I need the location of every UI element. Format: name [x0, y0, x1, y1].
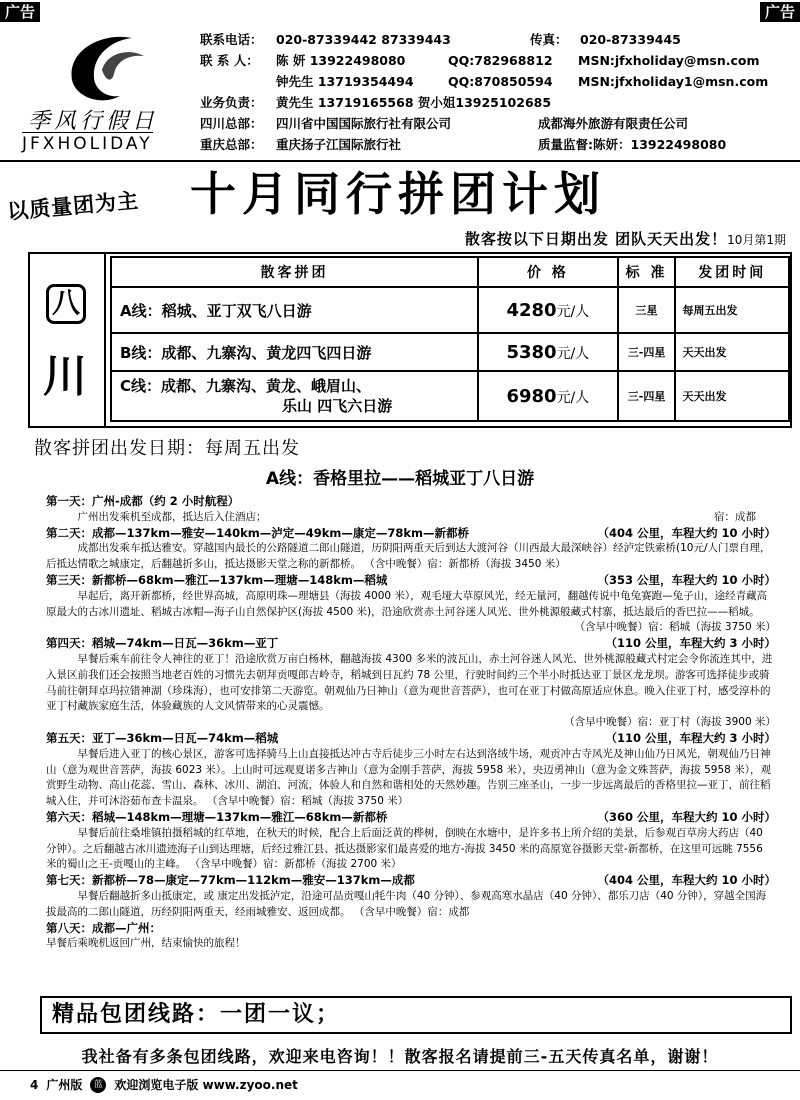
section-title: 散客拼团出发日期：每周五出发 — [34, 438, 300, 459]
day-2-distance: （404 公里，车程大约 10 小时） — [597, 525, 776, 540]
day-7-heading: 第七天：新都桥—78—康定—77km—112km—雅安—137km—成都 — [46, 873, 415, 888]
route-b-departure: 天天出发 — [675, 333, 789, 371]
day-3-meals: （含早中晚餐）宿：稻城（海拔 3750 米） — [574, 621, 776, 634]
day-1 — [46, 494, 776, 526]
sichuan-hq-label: 四川总部： — [200, 116, 263, 131]
day-2 — [46, 526, 776, 573]
contact-qq-2: QQ:870850594 — [448, 74, 553, 89]
day-6-text: 早餐后前往桑堆镇拍摄稻城的红草地，在秋天的时候，配合上后面泛黄的桦树，倒映在水塘中，是许多书上所介绍的美景，后参观百草房大药店（40 分钟）。之后翻越古冰川遗迹海子山到达理塘，后经过雅江县、抵达摄影家们最喜爱的地方-海拔 3450 米的高原宽谷摄影天堂-新都桥，在这里可远眺 7556 米的蜀山之王-贡嘎山的主峰。 — [46, 826, 763, 871]
day-6 — [46, 810, 776, 873]
logo-cn-text: 季风行假日 — [28, 109, 159, 134]
route-a-departure: 每周五出发 — [675, 287, 789, 333]
day-7-distance: （404 公里，车程大约 10 小时） — [597, 873, 776, 888]
contact-msn-2: MSN:jfxholiday1@msn.com — [578, 74, 769, 89]
route-b-price: 5380 — [506, 341, 557, 363]
route-c-departure: 天天出发 — [675, 371, 789, 421]
contact-phone: 020-87339442 87339443 — [276, 32, 451, 47]
website: 欢迎浏览电子版 www.zyoo.net — [114, 1078, 298, 1092]
day-4-heading: 第四天：稻城—74km—日瓦—36km—亚丁 — [46, 636, 279, 651]
contact-person-label: 联 系 人： — [200, 53, 259, 68]
price-table — [110, 256, 790, 422]
day-1-text: 广州出发乘机至成都，抵达后入住酒店； — [77, 510, 267, 523]
route-c-price-cell — [478, 371, 618, 421]
route-c-level: 三-四星 — [618, 371, 676, 421]
region-name: 川 — [43, 351, 87, 402]
contact-qq-1: QQ:782968812 — [448, 53, 553, 68]
day-8-heading: 第八天：成都—广州： — [46, 920, 161, 935]
day-1-heading: 第一天：广州-成都（约 2 小时航程） — [46, 494, 240, 508]
day-6-distance: （360 公里，车程大约 10 小时） — [597, 809, 776, 824]
col-header-departure: 发团时间 — [675, 257, 789, 287]
day-4-meals: （含早中晚餐）宿：亚丁村（海拔 3900 米） — [564, 716, 776, 729]
table-row — [111, 371, 789, 421]
day-4-distance: （110 公里，车程大约 3 小时） — [605, 636, 776, 651]
ad-tag-left: 广告 — [0, 2, 40, 22]
footer-divider — [0, 1070, 800, 1071]
contact-fax-label: 传真： — [530, 32, 568, 47]
route-title: A线：香格里拉——稻城亚丁八日游 — [265, 469, 535, 489]
day-4-text: 早餐后乘车前往令人神往的亚丁！沿途欣赏万亩白杨林，翻越海拔 4300 多米的波瓦山，赤土河谷迷人风光、世外桃源般藏式村定会令你流连其中，进入景区前我们还会按照当地老百姓的习惯先去朝拜贡嘎郎吉岭寺，稻城到日瓦约 78 公里，行驶时间约三个半小时抵达亚丁景区龙龙坝。游客可选择徒步或骑马前往朝拜卓玛拉错神湖（珍珠海），也可安排第二天游览。朝观仙乃日神山（意为观世音菩萨），也可在亚丁村做高原适应休息。晚入住亚丁村，感受淳朴的亚丁村藏族家庭生活，体验藏族的人文风情带来的心灵震憾。 — [46, 652, 773, 713]
logo-en-text: JFXHOLIDAY — [22, 134, 153, 154]
contact-person-2: 钟先生 13719354494 — [276, 74, 414, 89]
day-4 — [46, 636, 776, 731]
biz-contacts: 黄先生 13719165568 贺小姐13925102685 — [276, 95, 552, 110]
col-header-price: 价 格 — [478, 257, 618, 287]
day-3-distance: （353 公里，车程大约 10 小时） — [597, 572, 776, 587]
edition-badge-icon: 蓝 — [90, 1077, 106, 1093]
footer — [30, 1076, 298, 1093]
day-8-text: 早餐后乘晚机返回广州，结束愉快的旅程！ — [46, 937, 246, 950]
subtitle — [465, 228, 786, 249]
page-title: 十月同行拼团计划 — [190, 167, 606, 221]
contact-phone-label: 联系电话： — [200, 32, 263, 47]
route-a-price-cell — [478, 287, 618, 333]
edition: 广州版 — [46, 1078, 83, 1092]
sichuan-hq: 四川省中国国际旅行社有限公司 — [276, 116, 452, 131]
table-row — [111, 333, 789, 371]
day-7-meals: （含早中晚餐）宿：成都 — [353, 905, 470, 918]
day-5-distance: （110 公里，车程大约 3 小时） — [605, 730, 776, 745]
route-b-name: B线：成都、九寨沟、黄龙四飞四日游 — [111, 333, 478, 371]
region-box-char: 八 — [46, 284, 86, 324]
day-8 — [46, 921, 776, 953]
route-a-price: 4280 — [506, 299, 557, 321]
contact-fax: 020-87339445 — [580, 32, 681, 47]
header-divider — [0, 160, 800, 162]
contact-msn-1: MSN:jfxholiday@msn.com — [578, 53, 760, 68]
logo-icon — [62, 30, 152, 104]
day-1-meals: 宿：成都 — [714, 510, 756, 523]
route-b-unit: 元/人 — [556, 345, 590, 362]
subtitle-text: 散客按以下日期出发 团队天天出发！ — [464, 230, 728, 248]
route-c-name-cell — [111, 371, 478, 421]
title-tag: 以质量团为主 — [6, 188, 140, 224]
day-3 — [46, 573, 776, 636]
ad-tag-right: 广告 — [760, 2, 800, 22]
itinerary — [46, 494, 776, 952]
route-a-name: A线：稻城、亚丁双飞八日游 — [111, 287, 478, 333]
route-c-name: C线：成都、九寨沟、黄龙、峨眉山、 — [120, 377, 372, 395]
chengdu-agency: 成都海外旅游有限责任公司 — [538, 116, 689, 131]
region-sichuan — [30, 254, 106, 426]
day-2-heading: 第二天：成都—137km—雅安—140km—泸定—49km—康定—78km—新都桥 — [46, 525, 470, 540]
quality-supervisor: 质量监督:陈妍：13922498080 — [538, 137, 727, 152]
route-c-unit: 元/人 — [556, 389, 590, 406]
day-6-meals: （含早中晚餐）宿：新都桥（海拔 2700 米） — [189, 858, 402, 871]
day-7 — [46, 873, 776, 920]
day-7-text: 早餐后翻越折多山抵康定，或 康定出发抵泸定，沿途可品贡嘎山牦牛肉（40 分钟）、参观高寒水晶店（40 分钟）、都乐刀店（40 分钟），穿越全国海拔最高的二郎山隧道，历经阴阳两重天，经雨城雅安、返回成都。 — [46, 889, 767, 918]
contact-person-1: 陈 妍 13922498080 — [276, 53, 406, 68]
table-row — [111, 287, 789, 333]
route-a-unit: 元/人 — [556, 303, 590, 320]
route-c-price: 6980 — [506, 385, 557, 407]
day-5-meals: （含早中晚餐）宿：稻城（海拔 3750 米） — [206, 795, 409, 808]
day-5-heading: 第五天：亚丁—36km—日瓦—74km—稻城 — [46, 730, 279, 745]
package-banner: 精品包团线路：一团一议； — [40, 996, 792, 1034]
route-b-price-cell — [478, 333, 618, 371]
route-b-level: 三-四星 — [618, 333, 676, 371]
day-5-text: 早餐后进入亚丁的核心景区，游客可选择骑马上山直接抵达冲古寺后徒步三小时左右达到洛绒牛场，观贡冲古寺风光及神山仙乃日风光，朝观仙乃日神山（意为观世音菩萨，海拔 6023 米）。上山时可远观夏诺多吉神山（意为金刚手菩萨，海拔 5958 米），央迈勇神山（意为金文殊菩萨，海拔 5958 米），观赏野生动物、高山花蕊、雪山、森林、冰川、湖泊、河流，体验人和自然和谐相处的天然妙趣。告别三座圣山，一步一步远离最后的香格里拉—亚丁，前往稻城入住，并可沐浴茹布查卡温泉。 — [46, 747, 771, 808]
day-2-meals: （含中晚餐）宿：新都桥（海拔 3450 米） — [364, 558, 566, 571]
biz-label: 业务负责： — [200, 95, 263, 110]
bottom-note: 我社备有多条包团线路，欢迎来电咨询！！散客报名请提前三-五天传真名单，谢谢！ — [81, 1047, 719, 1066]
day-3-heading: 第三天：新都桥—68km—雅江—137km—理塘—148km—稻城 — [46, 572, 388, 587]
day-6-heading: 第六天：稻城—148km—理塘—137km—雅江—68km—新都桥 — [46, 809, 388, 824]
issue-number: 10月第1期 — [727, 233, 786, 247]
route-c-name-2: 乐山 四飞六日游 — [282, 397, 393, 415]
route-a-level: 三星 — [618, 287, 676, 333]
day-3-text: 早起后，离开新都桥，经世界高城，高原明珠—理塘县（海拔 4000 米），观毛垭大草原风光，经无量河，翻越传说中龟兔赛跑—兔子山，途经青藏高原最大的古冰川遗址、稻城古冰帽—海子山自然保护区(海拔 4500 米)，沿途欣赏赤土河谷迷人风光、世外桃源般藏式村寨，抵达最后的香巴拉——稻城。 — [46, 589, 768, 618]
page-number: 4 — [30, 1077, 39, 1092]
chongqing-hq: 重庆扬子江国际旅行社 — [276, 137, 402, 152]
col-header-route: 散客拼团 — [111, 257, 478, 287]
day-2-text: 成都出发乘车抵达雅安。穿越国内最长的公路隧道二郎山隧道，历阴阳两重天后到达大渡河谷（川西最大最深峡谷）经泸定铁索桥(10元/人门票自理，后抵达情歌之城康定，后翻越折多山，抵达摄影天堂之称的新都桥。 — [46, 542, 771, 571]
chongqing-hq-label: 重庆总部： — [200, 137, 263, 152]
day-5 — [46, 731, 776, 810]
col-header-level: 标 准 — [618, 257, 676, 287]
